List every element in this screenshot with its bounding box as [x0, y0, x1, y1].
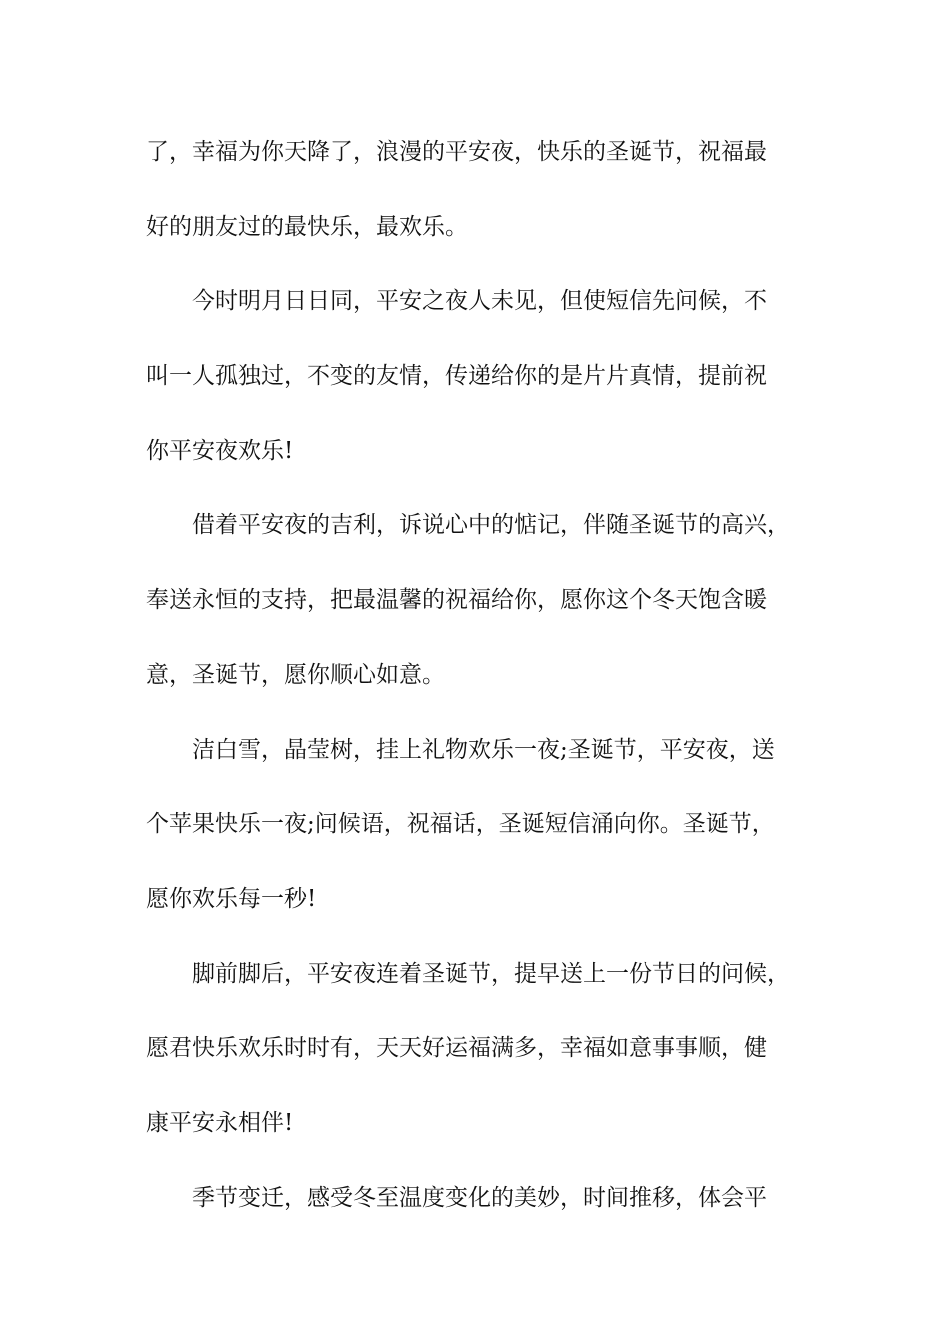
text-line: 意，圣诞节，愿你顺心如意。	[146, 661, 445, 688]
text-line: 叫一人孤独过，不变的友情，传递给你的是片片真情，提前祝	[146, 363, 767, 390]
text-line: 了，幸福为你天降了，浪漫的平安夜，快乐的圣诞节，祝福最	[146, 139, 767, 165]
paragraph-first-line: 季节变迁，感受冬至温度变化的美妙，时间推移，体会平	[192, 1184, 767, 1211]
text-line: 你平安夜欢乐!	[146, 437, 294, 464]
text-line: 奉送永恒的支持，把最温馨的祝福给你，愿你这个冬天饱含暖	[146, 587, 767, 614]
text-line: 个苹果快乐一夜;问候语，祝福话，圣诞短信涌向你。圣诞节，	[146, 811, 775, 838]
paragraph-first-line: 今时明月日日同，平安之夜人未见，但使短信先问候，不	[192, 288, 767, 315]
paragraph-first-line: 洁白雪，晶莹树，挂上礼物欢乐一夜;圣诞节，平安夜，送	[192, 736, 775, 763]
paragraph-first-line: 借着平安夜的吉利，诉说心中的惦记，伴随圣诞节的高兴，	[192, 512, 790, 539]
text-line: 愿你欢乐每一秒!	[146, 885, 317, 912]
text-line: 康平安永相伴!	[146, 1109, 294, 1136]
text-line: 好的朋友过的最快乐，最欢乐。	[146, 213, 468, 240]
paragraph-first-line: 脚前脚后，平安夜连着圣诞节，提早送上一份节日的问候，	[192, 960, 790, 987]
text-line: 愿君快乐欢乐时时有，天天好运福满多，幸福如意事事顺，健	[146, 1035, 767, 1062]
body-text	[146, 122, 826, 1242]
